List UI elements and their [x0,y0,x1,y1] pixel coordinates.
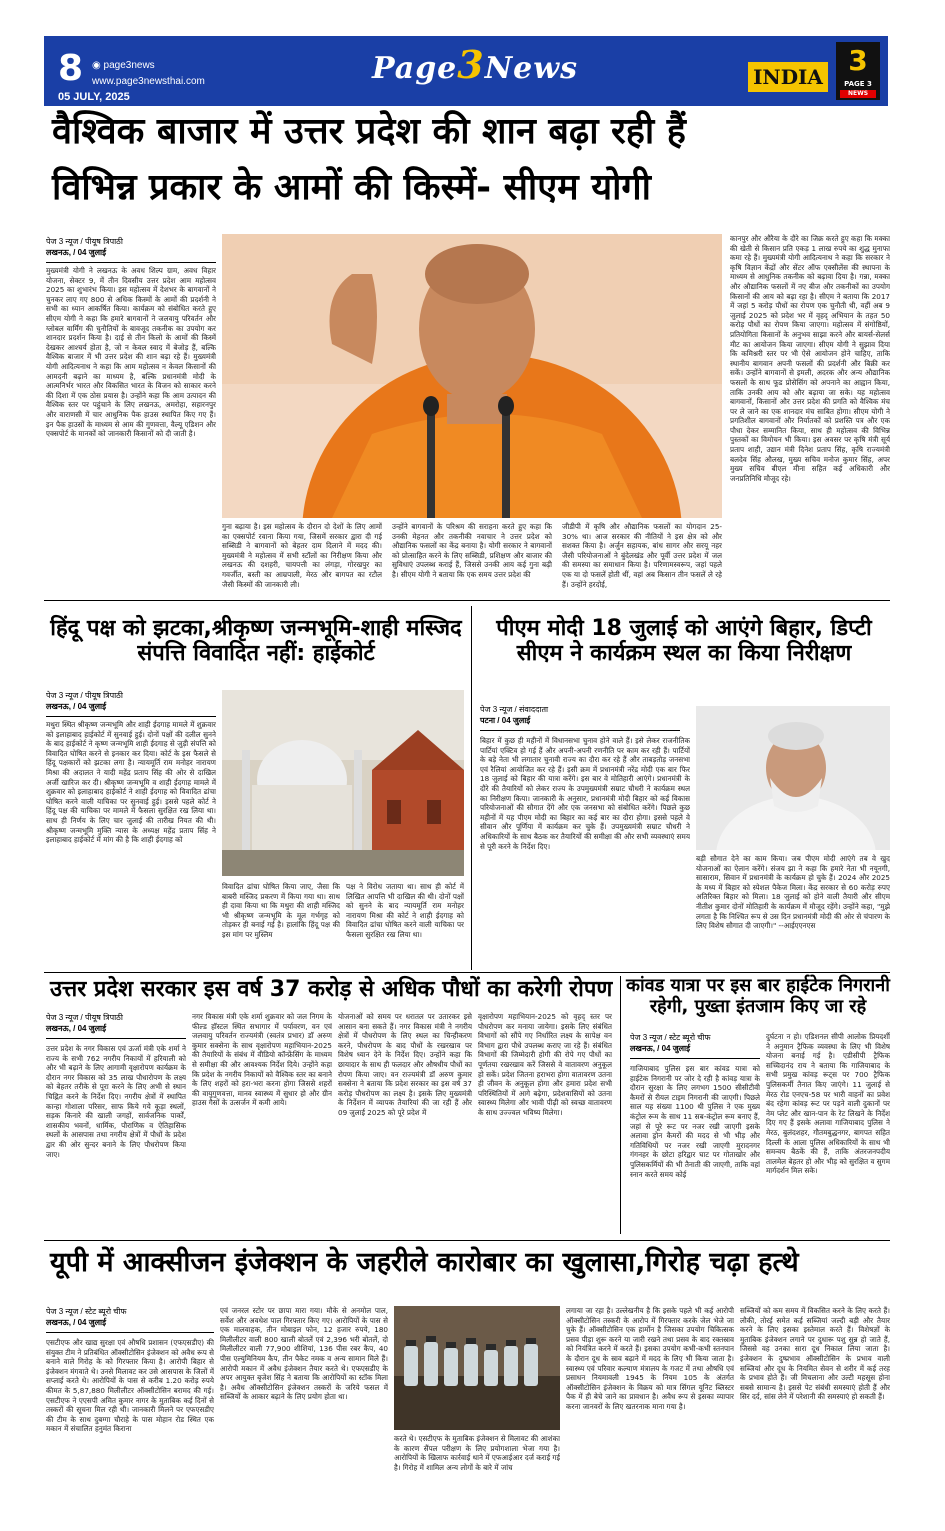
badge-news: NEWS [840,90,876,98]
story3-column-2: बड़ी सौगात देने का काम किया। जब पीएम मोदी आएंगे तब वे खुद योजनाओं का ऐलान करेंगे। संजय झा ने कहा कि हमारे नेता भी नयूनगी, सासाराम, सिवान में प्रधानमंत्री के कार्यक्रम हो चुके हैं। 2024 और 2025 के मध्य में बिहार को स्पेशल पैकेज मिला। केंद्र सरकार से 60 करोड़ रुपए अतिरिक्त बिहार को मिला। 18 जुलाई को होने वाली तैयारी और सीएम नीतीश कुमार दोनों मोतिहारी के कार्यक्रम में मौजूद रहेंगे। उन्होंने कहा, "मुझे लगता है कि निश्चित रूप से उस दिन प्रधानमंत्री मोदी की ओर से चंपारण के लिए विशेष सौगात दी जाएगी।" --आईएएनएस [696,854,890,931]
divider [44,972,890,973]
lead-headline-1: वैश्विक बाजार में उत्तर प्रदेश की शान बढ़ा रही हैं [52,111,686,152]
lead-byline-author: पेज 3 न्यूज / पीयूष त्रिपाठी [46,237,123,246]
story2-column-1: मथुरा स्थित श्रीकृष्ण जन्मभूमि और शाही ईदगाह मामले में शुक्रवार को इलाहाबाद हाईकोर्ट में सुनवाई हुई। दोनों पक्षों की दलील सुनने के बाद हाईकोर्ट ने कृष्ण जन्मभूमि शाही ईदगाह से जुड़ी संपत्ति को विवादित घोषित करने से इनकार कर दिया। कोर्ट के इस फैसले से हिंदू पक्षकारों को झटका लगा है। न्यायमूर्ति राम मनोहर नारायण मिश्रा की अदालत ने यादी महेंद्र प्रताप सिंह की ओर से दाखिल अर्जी खारिज कर दी। श्रीकृष्ण जन्मभूमि व शाही ईदगाह मामले में शुक्रवार को इलाहाबाद हाईकोर्ट ने शाही ईदगाह को विवादित ढांचा घोषित करने वाली याचिका पर सुनवाई हुई। इससे पहले कोर्ट ने हिंदू पक्ष की याचिका पर मामले में फैसला सुरक्षित रख लिया था। साथ ही निर्णय के लिए चार जुलाई की तारीख नियत की थी। श्रीकृष्ण जन्मभूमि मुक्ति न्यास के अध्यक्ष महेंद्र प्रताप सिंह ने इलाहाबाद हाईकोर्ट में मांग की है कि शाही ईदगाह को [46,720,216,845]
site-url[interactable]: www.page3newsthai.com [92,76,205,87]
story4-column-4: वृक्षारोपण महाभियान-2025 को वृहद् स्तर पर पौधरोपण कर मनाया जायेगा। इसके लिए संबंधित विभागों को सौंपे गए निर्धारित लक्ष्य के सापेक्ष वन विभाग द्वारा पौधे उपलब्ध कराए जा रहे हैं। संबंधित विभागों की जिम्मेदारी होगी की रोपे गए पौधों का पूर्णतया रखरखाव करें जिससे वे वातावरण अनुकूल हो सकें। प्रदेश जितना हराभरा होगा वातावरण उतना ही जीवन के अनुकूल होगा और हमारा प्रदेश सभी परिस्थितियों में आगे बढ़ेगा, प्रदेशवासियों को उतना स्वास्थ्य मिलेगा और भावी पीढ़ी को स्वच्छ वातावरण के साथ उज्ज्वल भविष्य मिलेगा। [478,1012,612,1117]
divider [44,600,890,601]
cm-yogi-speaking-illustration [222,234,722,518]
story4-column-2: नगर विकास मंत्री एके शर्मा शुक्रवार को जल निगम के फील्ड हॉस्टल स्थित सभागार में पर्यावरण, वन एवं जलवायु परिवर्तन राज्यमंत्री (स्वतंत्र प्रभार) डॉ अरुण कुमार सक्सेना के साथ वृक्षारोपण महाभियान-2025 की तैयारियों के संबंध में वीडियो कॉन्फ्रेंसिंग के माध्यम से समीक्षा की और आवश्यक निर्देश दिये। उन्होंने कहा कि प्रदेश के नगरीय निकायों को वैश्विक स्तर का बनाने के लिए शहरों को हरा-भरा करना होगा जिससे शहरों की वायुगुणवत्ता, मानव स्वास्थ्य में सुधार हो और ग्रीन हाउस गैसों के उत्सर्जन में कमी आये। [192,1012,332,1108]
lead-column-2: गुना बढ़ाया है। इस महोत्सव के दौरान दो देशों के लिए आमों का एक्सपोर्ट रवाना किया गया, जिसमें सरकार द्वारा दी गई सब्सिडी ने बागवानों को बेहतर दाम दिलाने में मदद की। मुख्यमंत्री ने महोत्सव में सभी स्टॉलों का निरीक्षण किया और लखनऊ की दशहरी, चायपत्ती का लंगड़ा, गोरखपुर का गवर्जीत, बस्ती का आम्रपाली, मेरठ और बागपत का रटौल जैसी किस्मों की जानकारी ली। [222,522,382,589]
divider [46,1038,186,1039]
story3-headline: पीएम मोदी 18 जुलाई को आएंगे बिहार, डिप्टी सीएम ने कार्यक्रम स्थल का किया निरीक्षण [496,616,872,667]
story4-byline-author: पेज 3 न्यूज / पीयूष त्रिपाठी [46,1013,123,1022]
site-handle [92,60,155,71]
story4-headline: उत्तर प्रदेश सरकार इस वर्ष 37 करोड़ से अधिक पौधों का करेगी रोपण [50,977,613,1002]
divider [46,1332,214,1333]
story6-column-3: करते थे। एसटीएफ के मुताबिक इंजेक्शन से मिलावट की आशंका के कारण सैंपल परीक्षण के लिए प्रयोगशाला भेजा गया है। आरोपियों के खिलाफ कार्रवाई थाने में एफआईआर दर्ज कराई गई है। गिरोह में शामिल अन्य लोगों के बारे में जांच [394,1434,560,1472]
edition-label: INDIA [748,62,828,92]
story2-byline-place: लखनऊ, / 04 जुलाई [46,702,107,711]
story6-byline [46,1306,214,1328]
divider [471,606,472,970]
story4-byline [46,1012,186,1034]
story3-column-1: बिहार में कुछ ही महीनों में विधानसभा चुनाव होने वाले हैं। इसे लेकर राजनीतिक पार्टियां एक्टिव हो गई हैं और अपनी-अपनी रणनीति पर काम कर रही हैं। पार्टियों के बड़े नेता भी लगातार चुनावी राज्य का दौरा कर रहे हैं और ताबड़तोड़ जनसभा एवं रैलियां आयोजित कर रहे हैं। इसी क्रम में प्रधानमंत्री नरेंद्र मोदी एक बार फिर 18 जुलाई को बिहार की यात्रा करेंगे। इस बार वे मोतिहारी आएंगे। प्रधानमंत्री के दौरे की तैयारियों को लेकर राज्य के उपमुख्यमंत्री सम्राट चौधरी ने कार्यक्रम स्थल का निरीक्षण किया। जानकारी के अनुसार, प्रधानमंत्री मोदी बिहार को कई विकास परियोजनाओं की सौगात देंगे और एक जनसभा को संबोधित करेंगे। पिछले कुछ महीनों में यह पीएम मोदी का बिहार का कई बार का दौरा होगा। इससे पहले वे सीवान और पूर्णिया में कार्यक्रम कर चुके हैं। उपमुख्यमंत्री सम्राट चौधरी ने अधिकारियों के साथ बैठक कर तैयारियों की समीक्षा की और सभी व्यवस्थाएं समय से पूरी करने के निर्देश दिए। [480,736,690,851]
brand-logo [370,42,580,88]
issue-date: 05 JULY, 2025 [58,91,130,103]
lead-headline-2: विभिन्न प्रकार के आमों की किस्में- सीएम योगी [52,167,652,208]
divider [480,730,680,731]
divider [44,1240,890,1241]
divider [46,262,216,263]
story2-headline: हिंदू पक्ष को झटका,श्रीकृष्ण जन्मभूमि-शाही मस्जिद संपत्ति विवादित नहीं: हाईकोर्ट [50,616,462,667]
story2-byline [46,690,216,712]
badge-text: PAGE 3 [844,80,872,88]
story6-column-1: एसटीएफ और खाद्य सुरक्षा एवं औषधि प्रशासन (एफएसडीए) की संयुक्त टीम ने प्रतिबंधित ऑक्सीटोसिन इंजेक्शन को अवैध रूप से बनाने वाले गिरोह के को गिरफ्तार किया है। आरोपी बिहार से इंजेक्शन मंगवाते थे। उनसे मिलावट कर उसे आसपास के जिलों में सप्लाई करते थे। आरोपियों के पास से करीब 1.20 करोड़ रुपये कीमत के 5,87,880 मिलीलीटर ऑक्सीटोसिन बरामद की गई। एसटीएफ ने एएसपी अमित कुमार नागर के मुताबिक कई दिनों से तस्करों की सूचना मिल रही थी। जानकारी मिलने पर एफएसडीए की टीम के साथ दुबग्गा चौराहे के पास मोहान रोड स्थित एक मकान में संचालित हनुमंत किराना [46,1338,214,1434]
mosque-temple-illustration [222,690,464,876]
story2-column-3: पक्ष ने विरोध जताया था। साथ ही कोर्ट में लिखित आपत्ति भी दाखिल की थी। दोनों पक्षों को सुनने के बाद न्यायमूर्ति राम मनोहर नारायण मिश्रा की कोर्ट ने शाही ईदगाह को विवादित ढांचा घोषित करने वाली याचिका पर फैसला सुरक्षित रख लिया था। [346,882,464,939]
lead-byline [46,236,216,258]
story3-byline-author: पेज 3 न्यूज / संवाददाता [480,705,549,714]
story5-byline-place: लखनऊ, / 04 जुलाई [630,1044,691,1053]
story6-headline: यूपी में आक्सीजन इंजेक्शन के जहरीले कारोबार का खुलासा,गिरोह चढ़ा हत्थे [50,1247,799,1278]
story6-column-5: सब्जियों को कम समय में विकसित करने के लिए करते हैं। लौकी, तोरई समेत कई सब्जियां जल्दी बड़ी और तैयार करने के लिए इसका इस्तेमाल करते हैं। विशेषज्ञों के मुताबिक इंजेक्शन लगाने पर दुधारू पशु सुन्न हो जाते हैं, जिससे वह उनका सारा दूध निकाल लिया जाता है। इंजेक्शन के दुष्प्रभाव ऑक्सीटोसिन के प्रभाव वाली सब्जियां और दूध के नियमित सेवन से शरीर में कई तरह के प्रभाव होते हैं। जी मिचलाना और उल्टी महसूस होना सबसे सामान्य है। इससे पेट संबंधी समस्याएं होती हैं और सिर दर्द, सांस लेने में परेशानी की समस्याएं हो सकती हैं। [740,1306,890,1402]
globe-icon: ◉ [92,60,101,71]
story3-byline [480,704,680,726]
story4-byline-place: लखनऊ, / 04 जुलाई [46,1024,107,1033]
lead-byline-place: लखनऊ, / 04 जुलाई [46,248,107,257]
lead-column-3: उन्होंने बागवानों के परिश्रम की सराहना करते हुए कहा कि उनकी मेहनत और तकनीकी नवाचार ने उत्तर प्रदेश को औद्यानिक फसलों का केंद्र बनाया है। योगी सरकार ने बागवानों को प्रोत्साहित करने के लिए सब्सिडी, प्रशिक्षण और बाजार की सुविधाएं उपलब्ध कराई हैं, जिससे उनकी आय कई गुना बढ़ी है। सीएम योगी ने बताया कि एक समय उत्तर प्रदेश की [392,522,552,579]
divider [620,976,621,1234]
page3-badge [836,42,880,100]
story6-column-4: लगाया जा रहा है। उल्लेखनीय है कि इसके पहले भी कई आरोपी ऑक्सीटोसिन तस्करी के आरोप में गिरफ्तार करके जेल भेजे जा चुके हैं। ऑक्सीटोसिन एक हार्मोन है जिसका उपयोग चिकित्सक प्रसव पीड़ा शुरू करने या जारी रखने तथा प्रसव के बाद रक्तस्राव को नियंत्रित करने में करते हैं। इसका उपयोग कभी-कभी स्तनपान के दौरान दूध के स्राव बढ़ाने में मदद के लिए भी किया जाता है। स्वास्थ्य एवं परिवार कल्याण मंत्रालय के गजट में तथा औषधि एवं प्रसाधन नियमावली 1945 के नियम 105 के अंतर्गत ऑक्सीटोसिन इंजेक्शन के विक्रय को मात्र सिंगल यूनिट ब्लिस्टर पैक में ही बेचे जाने का प्रावधान है। अवैध रूप से इसका व्यापार करना जानवरों के लिए खतरनाक माना गया है। [566,1306,734,1411]
story5-headline: कांवड यात्रा पर इस बार हाईटेक निगरानी रहेगी, पुख्ता इंतजाम किए जा रहे [626,975,890,1017]
story4-column-1: उत्तर प्रदेश के नगर विकास एवं ऊर्जा मंत्री एके शर्मा ने राज्य के सभी 762 नगरीय निकायों में हरियाली को और भी बढ़ाने के लिए आगामी वृक्षारोपण कार्यक्रम के दौरान नगर विकास को 35 लाख पौधारोपण के लक्ष्य को बेहतर तरीके से पूरा करने के लिए अभी से स्थान चिह्नित करने के निर्देश दिए। नगरीय क्षेत्रों में स्थापित कान्हा गोशाला परिसर, साफ किये गये कूड़ा स्थलों, सड़क किनारे की खाली जगहों, सार्वजनिक पार्कों, शासकीय भवनों, धार्मिक, पौराणिक व ऐतिहासिक स्थलों के आसपास तथा नगरीय क्षेत्रों में पौधों के प्रदेश द्वार की ओर सुन्दर बनाने के लिए पौधरोपण किया जाए। [46,1044,186,1159]
divider [630,1058,760,1059]
story6-byline-place: लखनऊ, / 04 जुलाई [46,1318,107,1327]
lead-photo [222,234,722,518]
story2-column-2: विवादित ढांचा घोषित किया जाए, जैसा कि बाबरी मस्जिद प्रकरण में किया गया था। साथ ही दावा किया था कि मथुरा की शाही मस्जिद भी श्रीकृष्ण जन्मभूमि के मूल गर्भगृह को तोड़कर ही बनाई गई है। हालांकि हिंदू पक्ष की इस मांग पर मुस्लिम [222,882,340,939]
story6-photo [394,1306,560,1430]
brand-number: 3 [457,42,485,87]
story3-photo [696,706,890,850]
brand-right: News [484,51,578,86]
lead-column-5: कानपुर और औरैया के दौरे का जिक्र करते हुए कहा कि मक्का की खेती से किसान प्रति एकड़ 1 लाख रुपये का शुद्ध मुनाफा कमा रहे हैं। मुख्यमंत्री योगी आदित्यनाथ ने कहा कि सरकार ने कृषि विज्ञान केंद्रों और सेंटर ऑफ एक्सीलेंस की स्थापना के माध्यम से आधुनिक तकनीक को बढ़ावा दिया है। गन्ना, मक्का और औद्यानिक फसलों में नए बीज और तकनीकों का उपयोग किसानों की आय को बढ़ा रहा है। सीएम ने बताया कि 2017 में जहां 5 करोड़ पौधों का रोपण एक चुनौती थी, वहीं अब 9 जुलाई 2025 को प्रदेश भर में वृहद् अभियान के तहत 50 करोड़ पौधों का रोपण किया जाएगा। महोत्सव में संगोष्ठियों, प्रतियोगिता किसानों के अनुभव साझा करने और बायर्स-सेलर्स मीट का आयोजन किया जाएगा। सीएम योगी ने सुझाव दिया कि कमिश्नरी स्तर पर भी ऐसे आयोजन होने चाहिए, ताकि स्थानीय बागवान अपनी फसलों की प्रदर्शनी और बिक्री कर सकें। उन्होंने बागवानों से इमली, अदरक और अन्य औद्यानिक फसलों के साथ फूड प्रोसेसिंग को अपनाने का आह्वान किया, ताकि उनकी आय को और बढ़ाया जा सके। यह महोत्सव बागवानों, किसानों और उत्तर प्रदेश की प्रगति को वैश्विक मंच पर ले जाने का एक शानदार मंच साबित होगा। सीएम योगी ने प्रगतिशील बागवानों और निर्यातकों को प्रशस्ति पत्र और एक पौधा देकर सम्मानित किया, साथ ही महोत्सव की विभिन्न पुस्तकों का विमोचन भी किया। इस अवसर पर कृषि मंत्री सूर्य प्रताप शाही, उद्यान मंत्री दिनेश प्रताप सिंह, कृषि राज्यमंत्री बलदेव सिंह औलख, मुख्य सचिव मनोज कुमार सिंह, अपर मुख्य सचिव बीएल मीना सहित कई अधिकारी और जनप्रतिनिधि मौजूद रहे। [730,234,890,483]
story2-byline-author: पेज 3 न्यूज / पीयूष त्रिपाठी [46,691,123,700]
badge-number: 3 [848,44,868,77]
story5-column-1: गाजियाबाद पुलिस इस बार कांवड यात्रा को हाईटेक निगरानी पर जोर दे रही है कांवड़ यात्रा के दौरान सुरक्षा के लिए लगभग 1500 सीसीटीवी कैमरों से रीयल टाइम निगरानी की जाएगी। पिछले साल यह संख्या 1100 थी पुलिस ने एक मुख्य कंट्रोल रूम के साथ 11 सब-कंट्रोल रूम बनाए हैं, जहां से पूरे रूट पर नजर रखी जाएगी इसके अलावा ड्रोन कैमरों की मदद से भी भीड़ और गतिविधियों पर नजर रखी जाएगी मुरादनगर गंगनहर के छोटा हरिद्वार घाट पर गोताखोर और पुलिसकर्मियों की भी तैनाती की जाएगी, ताकि वहां स्नान करते समय कोई [630,1064,760,1179]
divider [46,716,216,717]
brand-left: Page [372,51,458,86]
lead-column-1: मुख्यमंत्री योगी ने लखनऊ के अवध शिल्प ग्राम, अवध विहार योजना, सेक्टर 9, में तीन दिवसीय उत्तर प्रदेश आम महोत्सव 2025 का शुभारंभ किया। इस महोत्सव में देशभर के बागवानों ने चुनकर लाए गए 800 से अधिक किस्मों के आमों की प्रदर्शनी ने सभी का ध्यान आकर्षित किया। कार्यक्रम को संबोधित करते हुए सीएम योगी ने कहा कि हमारे बागवानों ने जलवायु परिवर्तन और ग्लोबल वार्मिंग की चुनौतियों के बावजूद तकनीक का उपयोग कर शानदार प्रदर्शन किया है। दाई से तीन किलो के आमों की किस्में देखकर आश्चर्य होता है, जो न केवल स्वाद में बेजोड़ हैं, बल्कि वैश्विक बाजार में भी उत्तर प्रदेश की शान बढ़ा रहे हैं। मुख्यमंत्री योगी आदित्यनाथ ने कहा कि आम महोत्सव न केवल किसानों की आमदनी बढ़ाने का माध्यम है, बल्कि प्रधानमंत्री मोदी के आत्मनिर्भर भारत और विकसित भारत के विजन को साकार करने की दिशा में एक ठोस प्रयास है। उन्होंने कहा कि आम उत्पादन की वैश्विक स्तर पर पहुंचाने के लिए लखनऊ, अमरोहा, सहारनपुर और वाराणसी में चार आधुनिक पैक हाउस स्थापित किए गए हैं। इन पैक हाउसों के माध्यम से आम की गुणवत्ता, वैल्यू एडिशन और एक्सपोर्ट के मानकों को जानकारी किसानों को दी जाती है। [46,266,216,439]
story6-column-2: एवं जनरल स्टोर पर छापा मारा गया। मौके से अनमोल पाल, सर्वेश और अवधेश पाल गिरफ्तार किए गए। आरोपियों के पास से एक मालवाहक, तीन मोबाइल फोन, 12 हजार रुपये, 180 मिलीलीटर वाली 800 खाली बोतलें एवं 2,396 भरी बोतलें, दो मिलीलीटर वाली 77,900 शीशियां, 136 पीस रबर कैप, 40 पीस एल्युमिनियम कैप, तीन पैकेट नमक व अन्य सामान मिले हैं। आरोपी मकान में अवैध इंजेक्शन तैयार करते थे। एफएसडीए के अपर आयुक्त बृजेश सिंह ने बताया कि आरोपियों का स्टॉक मिला है। अवैध ऑक्सीटोसिन इंजेक्शन तस्करों के जरिये फसल में सब्जियों के आकार बढ़ाने के लिए प्रयोग होता था। [220,1306,388,1402]
seized-injection-bottles-illustration [394,1306,560,1430]
page-number: 8 [58,48,84,89]
story2-photo [222,690,464,876]
lead-column-4: जीडीपी में कृषि और औद्यानिक फसलों का योगदान 25-30% था। आज सरकार की नीतियों ने इस क्षेत्र को और सशक्त किया है। अर्जुन सहायक, बांध सागर और सरयू नहर जैसी परियोजनाओं ने बुंदेलखंड और पूर्वी उत्तर प्रदेश में जल की समस्या का समाधान किया है। परिणामस्वरूप, जहां पहले एक या दो फसलें होती थीं, वहां अब किसान तीन फसलें ले रहे हैं। उन्होंने हरदोई, [562,522,722,589]
site-handle-text: page3news [103,60,155,71]
story6-byline-author: पेज 3 न्यूज / स्टेट ब्यूरो चीफ [46,1307,127,1316]
pm-modi-portrait-illustration [696,706,890,850]
story5-column-2: दुर्घटना न हो। एडिशनल सीपी आलोक प्रियदर्शी ने अनुमान ट्रैफिक व्यवस्था के लिए भी विशेष योजना बनाई गई है। एडीसीपी ट्रैफिक सच्चिदानंद राय ने बताया कि गाजियाबाद के सभी प्रमुख कांवड़ रूट्स पर 700 ट्रैफिक पुलिसकर्मी तैनात किए जाएंगे। 11 जुलाई से मेरठ रोड एनएच-58 पर भारी वाहनों का प्रवेश बंद रहेगा कांवड़ रूट पर पड़ने वाली दुकानों पर नेम प्लेट और खान-पान के रेट लिखने के निर्देश दिए गए हैं इसके अलावा गाजियाबाद पुलिस ने मेरठ, बुलंदशहर, गौतमबुद्धनगर, बागपत सहित दिल्ली के आला पुलिस अधिकारियों के साथ भी समन्वय बैठकें की हैं, ताकि अंतरजनपदीय तालमेल बेहतर हो और भीड़ को सुरक्षित व सुगम मार्गदर्शन मिल सके। [766,1032,890,1176]
story3-byline-place: पटना / 04 जुलाई [480,716,531,725]
story5-byline-author: पेज 3 न्यूज / स्टेट ब्यूरो चीफ [630,1033,711,1042]
story4-column-3: योजनाओं को समय पर धरातल पर उतारकर इसे आसान बना सकते हैं। नगर विकास मंत्री ने नगरीय क्षेत्रों में पौधरोपण के लिए स्थल का चिन्हीकरण करने, पौधरोपण के बाद पौधों के रखरखाव पर विशेष ध्यान देने के निर्देश दिए। उन्होंने कहा कि छायादार के साथ ही फलदार और औषधीय पौधों का रोपण किया जाए। वन राज्यमंत्री डॉ अरुण कुमार सक्सेना ने बताया कि प्रदेश सरकार का इस वर्ष 37 करोड़ पौधरोपण का लक्ष्य है। इसके लिए मुख्यमंत्री के निर्देशन में व्यापक तैयारियां की जा रही हैं और 09 जुलाई 2025 को पूरे प्रदेश में [338,1012,472,1117]
story5-byline [630,1032,760,1054]
